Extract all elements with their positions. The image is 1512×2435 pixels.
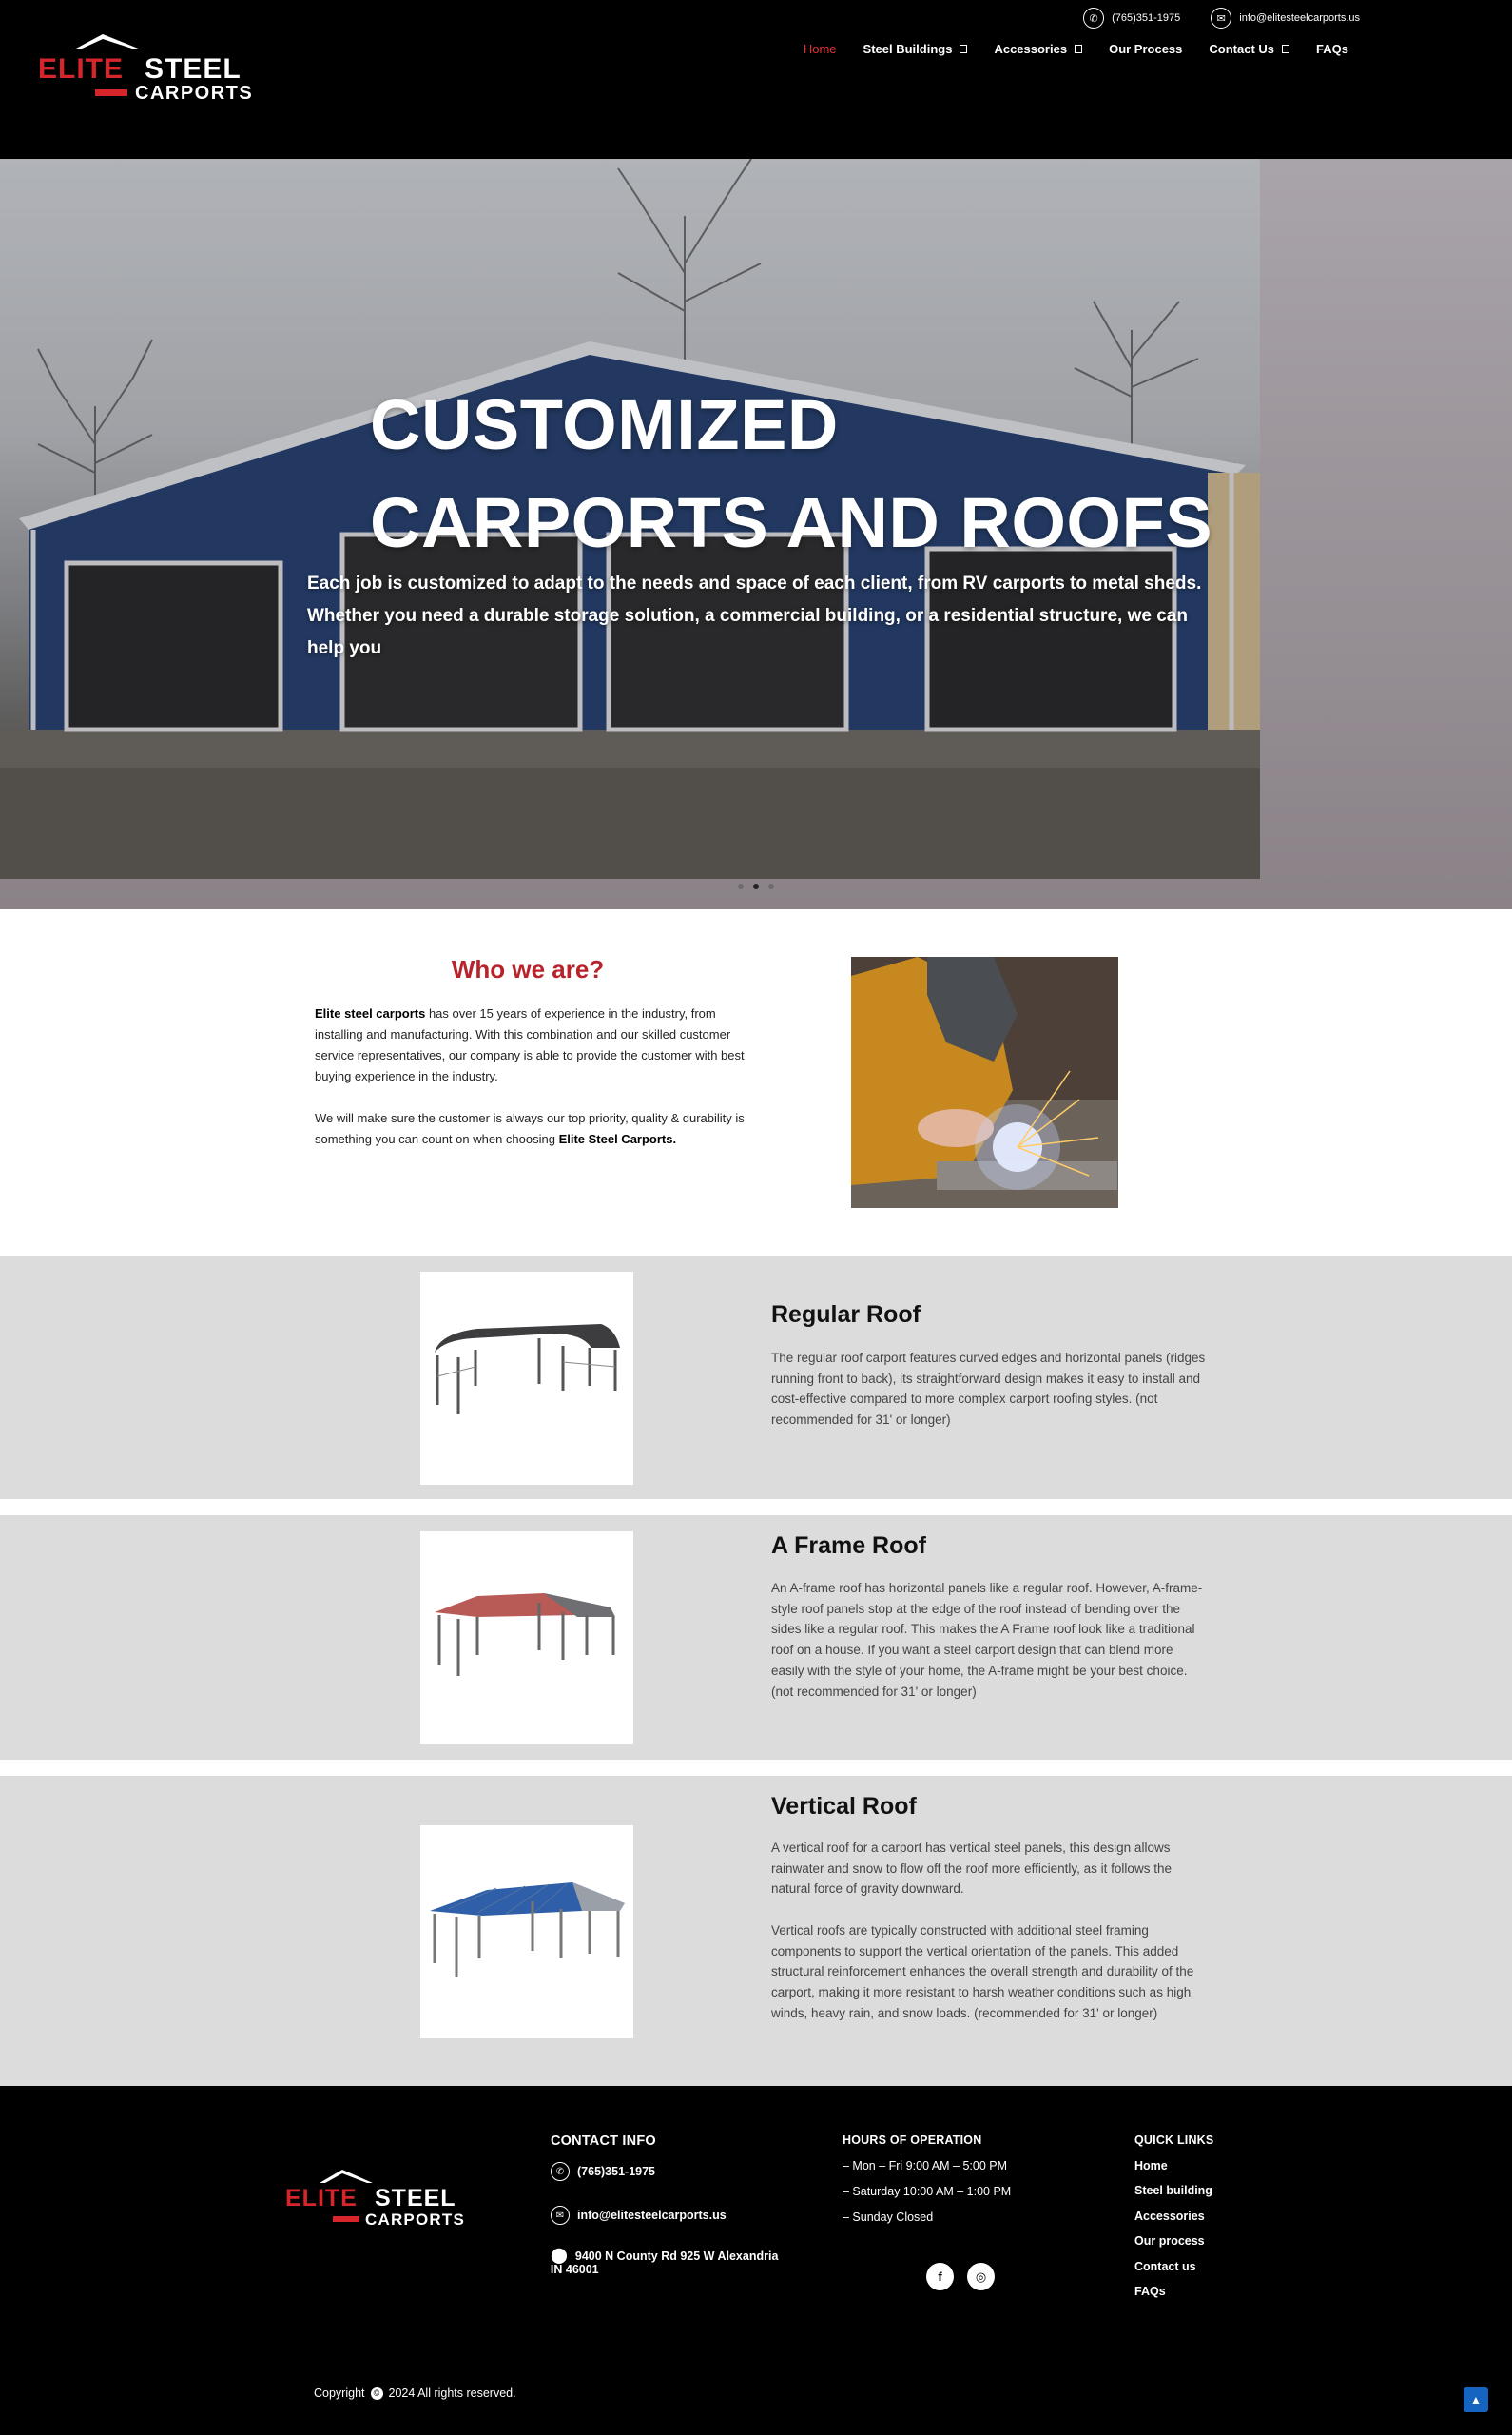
roof-title-vertical: Vertical Roof (771, 1793, 917, 1820)
roof-section-regular (0, 1256, 1512, 1499)
roof-paragraph: An A-frame roof has horizontal panels like a regular roof. However, A-frame-style roof panels stop at the edge of the roof instead of bending over the sides like a regular roof. This makes the A Frame roof look like a traditional roof on a house. If you want a steel carport design that can blend more easily with the style of your home, the A-frame might be your best choice. (not recommended for 31' or longer) (771, 1581, 1203, 1699)
who-we-are-text (315, 1003, 747, 1171)
logo-word-steel: STEEL (375, 2185, 456, 2211)
footer-phone-text: (765)351-1975 (577, 2165, 656, 2178)
footer-logo[interactable] (283, 2168, 474, 2230)
footer-contact (551, 2133, 778, 2276)
site-footer (0, 2086, 1512, 2435)
copyright-text: 2024 All rights reserved. (388, 2386, 516, 2400)
hero-title (370, 376, 1212, 572)
social-links (926, 2263, 995, 2290)
logo-stripe (333, 2216, 359, 2222)
roof-paragraph: Vertical roofs are typically constructed with additional steel framing components to support the vertical orientation of the panels. This added structural reinforcement enhances the overall strength and durability of the carport, making it more resistant to harsh weather conditions such as high winds, heavy rain, and snow loads. (recommended for 31' or longer) (771, 1922, 1194, 2020)
scroll-to-top-button[interactable] (1464, 2387, 1488, 2412)
address-line1: 9400 N County Rd 925 W Alexandria (574, 2250, 779, 2263)
footer-link-faqs[interactable]: FAQs (1134, 2285, 1166, 2298)
envelope-icon: ✉ (1211, 8, 1231, 29)
copyright (314, 2386, 516, 2400)
logo-word-steel: STEEL (145, 53, 242, 85)
map-pin-icon: ⬤ (551, 2248, 568, 2264)
footer-email[interactable] (551, 2206, 778, 2225)
site-logo[interactable] (36, 32, 264, 108)
topbar-phone[interactable] (1083, 8, 1180, 29)
hours-weekday: – Mon – Fri 9:00 AM – 5:00 PM (843, 2159, 1007, 2172)
topbar-email-text: info@elitesteelcarports.us (1239, 12, 1360, 24)
roof-section-vertical (0, 1776, 1512, 2086)
slider-dot-2[interactable] (753, 884, 759, 889)
logo-stripe (95, 89, 127, 96)
nav-label: FAQs (1316, 42, 1348, 56)
slider-dot-3[interactable] (768, 884, 774, 889)
who-paragraph-2 (315, 1108, 747, 1150)
chevron-down-icon (960, 45, 967, 53)
footer-link-accessories[interactable]: Accessories (1134, 2209, 1205, 2223)
welder-image (851, 957, 1118, 1208)
footer-phone[interactable] (551, 2162, 778, 2181)
logo-roof-icon (320, 2170, 373, 2183)
topbar-email[interactable] (1211, 8, 1360, 29)
logo-word-elite: ELITE (38, 53, 125, 85)
footer-email-text: info@elitesteelcarports.us (577, 2209, 727, 2222)
nav-item-faqs[interactable] (1316, 42, 1348, 56)
copyright-icon: © (371, 2387, 383, 2400)
slider-dot-1[interactable] (738, 884, 744, 889)
roof-text-vertical (771, 1838, 1209, 2044)
logo-word-carports: CARPORTS (365, 2211, 465, 2229)
facebook-icon[interactable]: f (926, 2263, 954, 2290)
nav-item-steel-buildings[interactable] (863, 42, 968, 56)
envelope-icon: ✉ (551, 2206, 570, 2225)
logo-word-elite: ELITE (285, 2185, 358, 2211)
hero-subtitle: Each job is customized to adapt to the needs and space of each client, from RV carports to metal sheds. Whether you need a durable storage solution, a commercial building, or a residential structure, we can help you (307, 574, 1202, 658)
footer-address-text (550, 2250, 779, 2276)
nav-label: Contact Us (1209, 42, 1275, 56)
footer-link-steel-building[interactable]: Steel building (1134, 2184, 1212, 2197)
nav-item-home[interactable] (804, 42, 837, 56)
nav-label: Our Process (1109, 42, 1183, 56)
who-p2-start: We will make sure the customer is always our top priority, quality & durability is something you can count on when choosing (315, 1111, 745, 1146)
address-line2: IN 46001 (550, 2263, 599, 2276)
hero-title-line2: CARPORTS AND ROOFS (370, 483, 1213, 562)
logo-roof-icon (74, 34, 141, 49)
topbar (1083, 8, 1360, 29)
copyright-pre: Copyright (314, 2386, 365, 2400)
roof-text-regular (771, 1348, 1209, 1451)
chevron-up-icon: ▲ (1470, 2393, 1482, 2406)
footer-link-our-process[interactable]: Our process (1134, 2234, 1205, 2248)
chevron-down-icon (1075, 45, 1082, 53)
roof-title-a-frame: A Frame Roof (771, 1532, 926, 1559)
who-p1-bold: Elite steel carports (315, 1006, 426, 1021)
nav-label: Home (803, 42, 837, 56)
vertical-roof-image (420, 1825, 633, 2038)
logo-word-carports: CARPORTS (135, 83, 254, 104)
regular-roof-image (420, 1272, 633, 1485)
hours-sunday: – Sunday Closed (843, 2211, 934, 2224)
who-p2-bold: Elite Steel Carports. (558, 1132, 677, 1146)
instagram-icon[interactable]: ◎ (967, 2263, 995, 2290)
roof-paragraph: The regular roof carport features curved edges and horizontal panels (ridges running front to back), its straightforward design makes it easy to install and cost-effective compared to more complex carport roofing styles. (not recommended for 31' or longer) (771, 1351, 1206, 1428)
nav-item-our-process[interactable] (1109, 42, 1182, 56)
main-nav (804, 42, 1348, 56)
roof-section-a-frame (0, 1515, 1512, 1760)
who-we-are-title: Who we are? (451, 955, 605, 984)
who-paragraph-1 (315, 1003, 747, 1087)
nav-item-contact-us[interactable] (1209, 42, 1289, 56)
slider-dots (738, 884, 774, 889)
footer-hours-heading: HOURS OF OPERATION (843, 2133, 982, 2147)
phone-icon: ✆ (1083, 8, 1104, 29)
roof-paragraph: A vertical roof for a carport has vertical steel panels, this design allows rainwater and snow to flow off the roof more efficiently, as it follows the natural force of gravity downward. (771, 1841, 1172, 1897)
site-header (0, 0, 1512, 159)
hours-saturday: – Saturday 10:00 AM – 1:00 PM (843, 2185, 1012, 2198)
nav-item-accessories[interactable] (994, 42, 1082, 56)
footer-hours (843, 2133, 1011, 2236)
hero-slider (0, 159, 1512, 909)
nav-label: Steel Buildings (863, 42, 953, 56)
phone-icon: ✆ (551, 2162, 570, 2181)
a-frame-roof-image (420, 1531, 633, 1744)
roof-text-a-frame (771, 1578, 1209, 1723)
footer-address (551, 2250, 778, 2276)
footer-quick-links (1134, 2133, 1213, 2310)
footer-contact-heading: CONTACT INFO (551, 2133, 656, 2149)
hero-title-line1: CUSTOMIZED (370, 385, 839, 464)
roof-title-regular: Regular Roof (771, 1301, 921, 1328)
footer-links-heading: QUICK LINKS (1134, 2133, 1214, 2147)
footer-link-contact-us[interactable]: Contact us (1134, 2259, 1196, 2273)
who-p1-rest: has over 15 years of experience in the industry, from installing and manufacturing. With this combination and our skilled customer service representatives, our company is able to provide the customer with best buying experience in the industry. (315, 1006, 745, 1083)
footer-link-home[interactable]: Home (1134, 2158, 1168, 2172)
topbar-phone-text: (765)351-1975 (1112, 12, 1181, 24)
chevron-down-icon (1282, 45, 1289, 53)
nav-label: Accessories (994, 42, 1068, 56)
